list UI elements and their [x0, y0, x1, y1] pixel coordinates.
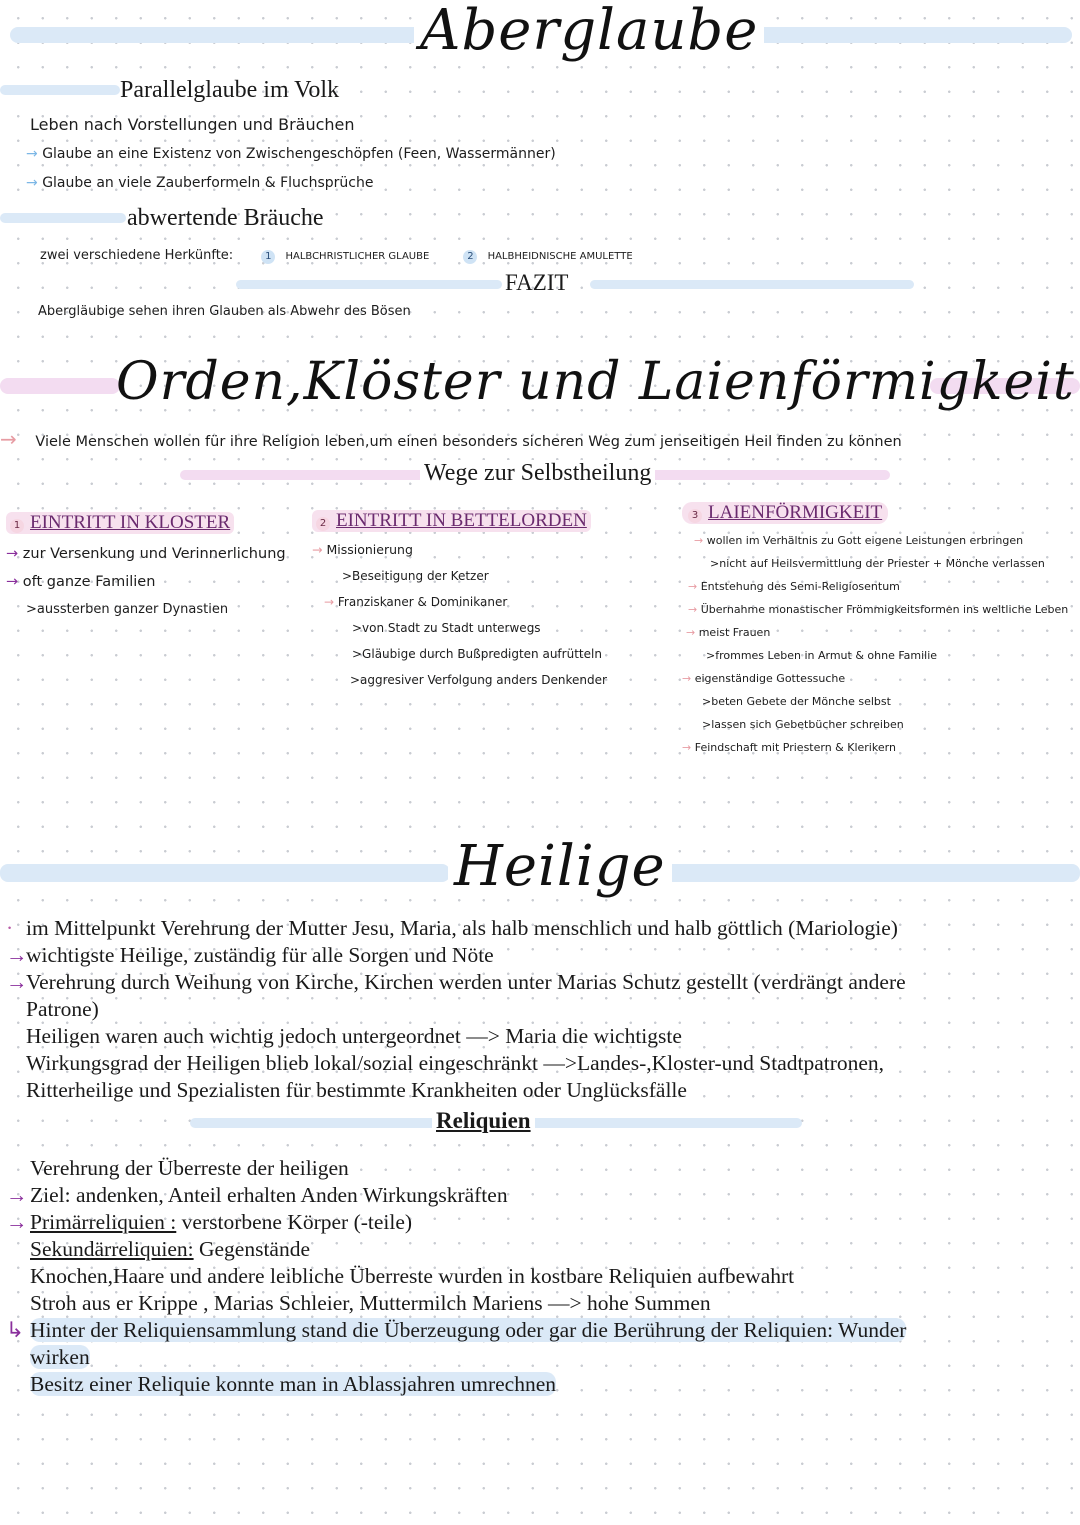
arrow-icon: → — [26, 146, 38, 162]
arrow-icon: → — [6, 574, 19, 590]
list-item-text: Franziskaner & Dominikaner — [337, 595, 508, 609]
text-line-content: Stroh aus er Krippe , Marias Schleier, Muttermilch Mariens —> hohe Summen — [30, 1291, 711, 1315]
text-line-content: Heiligen waren auch wichtig jedoch untergeordnet —> Maria die wichtigste — [26, 1024, 682, 1048]
text-line-content: Gegenstände — [193, 1237, 311, 1261]
text-line-content: Ritterheilige und Spezialisten für bestimmte Krankheiten oder Unglücksfälle — [26, 1078, 687, 1102]
arrow-icon: → — [682, 741, 692, 754]
list-item: >Gläubige durch Bußpredigten aufrütteln — [352, 647, 602, 661]
text-line — [6, 1183, 906, 1210]
text-line: Leben nach Vorstellungen und Bräuchen — [30, 115, 355, 134]
title-bar-left — [10, 27, 430, 43]
bullet-dot: · — [6, 916, 14, 940]
column-laienfoermigkeit — [682, 502, 1077, 754]
arrow-icon: → — [26, 175, 38, 191]
text-line — [6, 1345, 906, 1372]
number-badge: 1 — [261, 250, 275, 264]
arrow-icon: → — [6, 1183, 28, 1207]
title-bar-left — [0, 378, 120, 394]
text-line-content: Patrone) — [26, 997, 99, 1021]
column-bettelorden — [312, 510, 652, 687]
text-line — [6, 970, 906, 997]
list-item — [6, 546, 306, 562]
arrow-icon: → — [688, 603, 698, 616]
text-line — [6, 1210, 906, 1237]
intro-text: Viele Menschen wollen für ihre Religion leben,um einen besonders sicheren Weg zum jenseitigen Heil finden zu können — [35, 434, 902, 450]
origin-1: HALBCHRISTLICHER GLAUBE — [285, 251, 430, 262]
list-item-text: meist Frauen — [698, 626, 771, 639]
arrow-icon: → — [312, 542, 323, 557]
list-item — [686, 626, 1077, 639]
heilige-list — [6, 916, 906, 1105]
text-line — [6, 1291, 906, 1318]
text-line-content: Wirkungsgrad der Heiligen blieb lokal/sozial eingeschränkt —>Landes-,Kloster-und Stadtpatronen, — [26, 1051, 885, 1075]
section-title-orden: Orden,Klöster und Laienförmigkeit — [116, 352, 1075, 412]
list-item-text: zur Versenkung und Verinnerlichung — [22, 546, 286, 562]
text-line-content: Knochen,Haare und andere leibliche Überreste wurden in kostbare Reliquien aufbewahrt — [30, 1264, 795, 1288]
text-line-content: wichtigste Heilige, zuständig für alle Sorgen und Nöte — [26, 943, 494, 967]
text-line — [6, 1372, 906, 1399]
origins-label: zwei verschiedene Herkünfte: — [40, 248, 234, 263]
fazit-bar-right — [590, 280, 914, 289]
highlighted-text: wirken — [30, 1345, 90, 1369]
highlighted-text: Besitz einer Reliquie konnte man in Ablassjahren umrechnen — [30, 1372, 557, 1396]
subheading-parallelglaube: Parallelglaube im Volk — [120, 77, 340, 103]
term-sekundaer: Sekundärreliquien: — [30, 1237, 194, 1261]
column-heading-text: LAIENFÖRMIGKEIT — [708, 502, 883, 523]
text-line — [6, 997, 906, 1024]
list-item-text: Übernahme monastischer Frömmigkeitsformen ins weltliche Leben — [700, 603, 1069, 616]
arrow-icon: → — [324, 595, 335, 609]
list-item — [26, 146, 556, 162]
list-item-text: wollen im Verhältnis zu Gott eigene Leistungen erbringen — [706, 534, 1024, 547]
list-item — [694, 534, 1077, 547]
text-line — [6, 943, 906, 970]
list-item-text: Missionierung — [326, 542, 413, 557]
list-item-text: eigenständige Gottessuche — [694, 672, 846, 685]
section-title-heilige: Heilige — [448, 834, 672, 899]
list-item: >beten Gebete der Mönche selbst — [702, 695, 891, 708]
list-item: >nicht auf Heilsvermittlung der Priester + Mönche verlassen — [710, 557, 1045, 570]
subheading-bar — [0, 213, 126, 223]
arrow-icon: → — [694, 534, 704, 547]
list-item — [312, 542, 652, 557]
list-item-text: oft ganze Familien — [22, 574, 156, 590]
list-item-text: Entstehung des Semi-Religiosentum — [700, 580, 900, 593]
list-item — [682, 672, 1077, 685]
text-line — [6, 1024, 906, 1051]
column-heading — [682, 502, 888, 524]
text-line — [6, 1318, 906, 1345]
text-line-content: Ziel: andenken, Anteil erhalten Anden Wirkungskräften — [30, 1183, 508, 1207]
arrow-icon: → — [6, 546, 19, 562]
subheading-abwertende: abwertende Bräuche — [127, 205, 324, 231]
number-badge: 2 — [316, 517, 330, 531]
fazit-bar-left — [236, 280, 502, 289]
arrow-icon: → — [6, 1210, 28, 1234]
number-badge: 3 — [688, 509, 702, 523]
list-item: >Beseitigung der Ketzer — [342, 569, 489, 583]
list-item — [688, 580, 1077, 593]
arrow-icon: → — [688, 580, 698, 593]
number-badge: 1 — [10, 519, 24, 533]
column-heading — [6, 512, 234, 534]
intro-line — [0, 427, 902, 451]
list-item — [682, 741, 1077, 754]
arrow-icon: → — [686, 626, 696, 639]
text-line-content: Verehrung durch Weihung von Kirche, Kirchen werden unter Marias Schutz gestellt (verdrängt andere — [26, 970, 906, 994]
list-item: >aussterben ganzer Dynastien — [26, 602, 229, 617]
origins-row — [40, 248, 633, 264]
arrow-icon: → — [0, 427, 17, 451]
list-item — [26, 175, 373, 191]
list-item: >von Stadt zu Stadt unterwegs — [352, 621, 541, 635]
text-line — [6, 1051, 906, 1078]
text-line — [6, 1264, 906, 1291]
section-title-aberglaube: Aberglaube — [414, 0, 764, 63]
subheading-bar — [0, 85, 120, 95]
origin-2: HALBHEIDNISCHE AMULETTE — [487, 251, 633, 262]
column-heading-text: EINTRITT IN KLOSTER — [30, 512, 231, 533]
list-item: >lassen sich Gebetbücher schreiben — [702, 718, 904, 731]
return-arrow-icon: ↳ — [6, 1318, 25, 1342]
arrow-icon: → — [6, 970, 28, 994]
list-item-text: Feindschaft mit Priestern & Klerikern — [694, 741, 896, 754]
arrow-icon: → — [682, 672, 692, 685]
list-item — [688, 603, 1077, 616]
column-heading — [312, 510, 591, 532]
fazit-text: Abergläubige sehen ihren Glauben als Abwehr des Bösen — [38, 304, 411, 319]
text-line — [6, 1237, 906, 1264]
subheading-wege: Wege zur Selbstheilung — [420, 460, 655, 487]
arrow-icon: → — [6, 943, 28, 967]
text-line-content: verstorbene Körper (-teile) — [176, 1210, 413, 1234]
fazit-heading: FAZIT — [505, 270, 569, 295]
text-line — [6, 1078, 906, 1105]
subheading-reliquien: Reliquien — [432, 1108, 535, 1134]
list-item: >frommes Leben in Armut & ohne Familie — [706, 649, 938, 662]
text-line-content: Verehrung der Überreste der heiligen — [30, 1156, 349, 1180]
text-line — [6, 1156, 906, 1183]
column-heading-text: EINTRITT IN BETTELORDEN — [336, 510, 587, 531]
title-bar-left — [0, 864, 450, 882]
column-kloster — [6, 512, 306, 617]
text-line-content: im Mittelpunkt Verehrung der Mutter Jesu, Maria, als halb menschlich und halb göttlich (Mariologie) — [26, 916, 898, 940]
text-line — [6, 916, 906, 943]
highlighted-text: Hinter der Reliquiensammlung stand die Überzeugung oder gar die Berührung der Reliquien: Wunder — [30, 1318, 907, 1342]
list-item-text: Glaube an eine Existenz von Zwischengeschöpfen (Feen, Wassermänner) — [42, 146, 556, 162]
number-badge: 2 — [463, 250, 477, 264]
list-item — [324, 595, 652, 609]
title-bar-right — [605, 864, 1080, 882]
list-item: >aggresiver Verfolgung anders Denkender — [350, 673, 607, 687]
reliquien-list — [6, 1156, 906, 1399]
term-primaer: Primärreliquien : — [30, 1210, 177, 1234]
list-item — [6, 574, 306, 590]
list-item-text: Glaube an viele Zauberformeln & Fluchsprüche — [42, 175, 374, 191]
